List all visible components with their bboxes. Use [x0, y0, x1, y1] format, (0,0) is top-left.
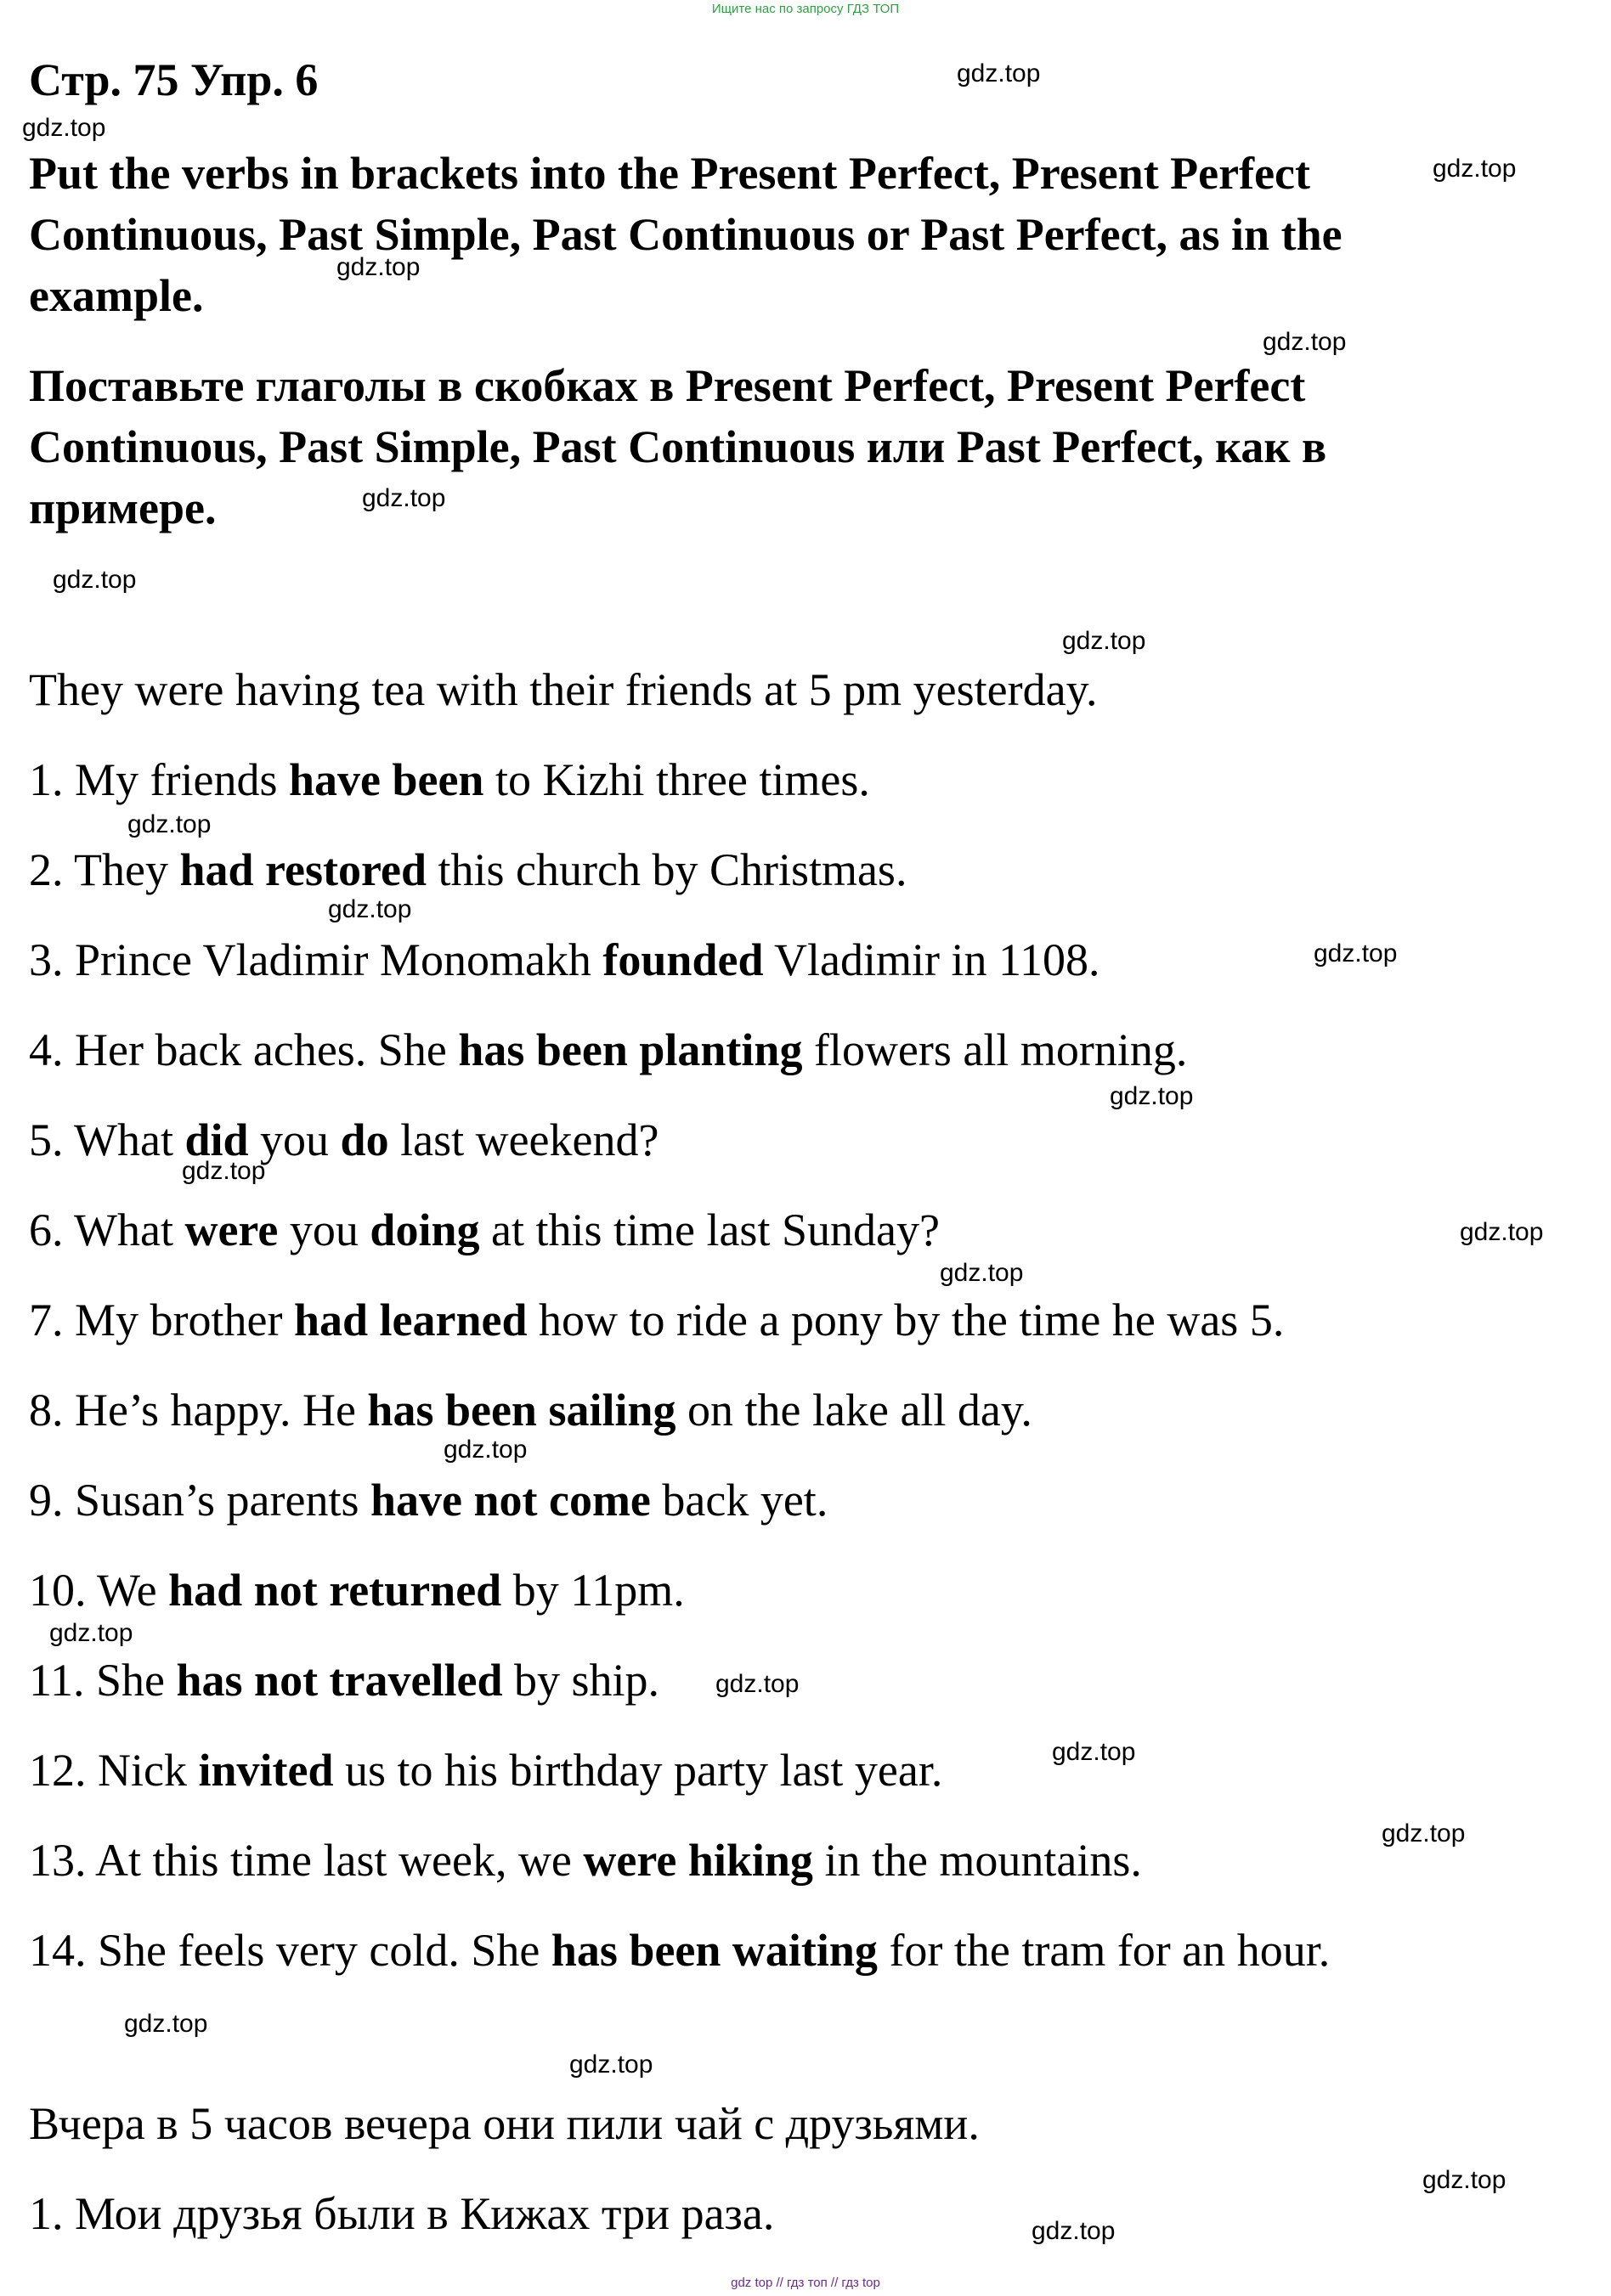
- watermark: gdz.top: [1460, 1218, 1544, 1246]
- watermark: gdz.top: [1032, 2217, 1116, 2245]
- watermark: gdz.top: [1110, 1082, 1194, 1110]
- watermark: gdz.top: [715, 1670, 800, 1698]
- instruction-english: Put the verbs in brackets into the Present Perfect, Present Perfect Continuous, Past Simple, Past Continuous or Past Perfect, as in the example.: [29, 148, 1342, 321]
- watermark: gdz.top: [1314, 939, 1398, 967]
- answer-4: 4. Her back aches. She has been planting flowers all morning.: [29, 1024, 1188, 1075]
- answer-14: 14. She feels very cold. She has been waiting for the tram for an hour.: [29, 1925, 1331, 1976]
- watermark: gdz.top: [1062, 627, 1146, 655]
- watermark: gdz.top: [362, 484, 446, 512]
- watermark: gdz.top: [1382, 1819, 1466, 1848]
- watermark: gdz.top: [49, 1619, 133, 1647]
- watermark: gdz.top: [444, 1436, 528, 1464]
- instruction-russian: Поставьте глаголы в скобках в Present Perfect, Present Perfect Continuous, Past Simple, Past Continuous или Past Perfect, как в примере.: [29, 360, 1327, 533]
- watermark: gdz.top: [1422, 2166, 1506, 2194]
- answer-11: 11. She has not travelled by ship.: [29, 1655, 660, 1706]
- answer-2: 2. They had restored this church by Christmas.: [29, 844, 907, 895]
- answer-13: 13. At this time last week, we were hiking in the mountains.: [29, 1835, 1142, 1886]
- answer-12: 12. Nick invited us to his birthday party last year.: [29, 1745, 943, 1796]
- watermark: gdz.top: [569, 2051, 653, 2079]
- answer-3: 3. Prince Vladimir Monomakh founded Vladimir in 1108.: [29, 934, 1100, 985]
- translation-1: 1. Мои друзья были в Кижах три раза.: [29, 2188, 775, 2239]
- answer-5: 5. What did you do last weekend?: [29, 1114, 659, 1165]
- watermark: gdz.top: [1052, 1738, 1136, 1766]
- watermark: gdz.top: [124, 2010, 208, 2038]
- answer-10: 10. We had not returned by 11pm.: [29, 1565, 685, 1616]
- watermark: gdz.top: [957, 59, 1041, 87]
- translation-example: Вчера в 5 часов вечера они пили чай с друзьями.: [29, 2098, 980, 2149]
- watermark: gdz.top: [53, 566, 137, 594]
- watermark: gdz.top: [328, 895, 412, 923]
- watermark: gdz.top: [336, 253, 421, 281]
- watermark: gdz.top: [1433, 155, 1517, 183]
- top-banner: Ищите нас по запросу ГДЗ ТОП: [711, 2, 900, 16]
- bottom-banner: gdz top // гдз топ // гдз top: [731, 2276, 880, 2290]
- watermark: gdz.top: [127, 810, 212, 838]
- answer-6: 6. What were you doing at this time last Sunday?: [29, 1204, 940, 1255]
- answer-1: 1. My friends have been to Kizhi three times.: [29, 754, 870, 805]
- answer-8: 8. He’s happy. He has been sailing on the lake all day.: [29, 1385, 1032, 1436]
- answer-7: 7. My brother had learned how to ride a pony by the time he was 5.: [29, 1295, 1285, 1345]
- watermark: gdz.top: [22, 114, 106, 142]
- page-title: Стр. 75 Упр. 6: [29, 54, 319, 105]
- watermark: gdz.top: [940, 1259, 1024, 1287]
- watermark: gdz.top: [182, 1157, 266, 1185]
- answer-9: 9. Susan’s parents have not come back yet.: [29, 1475, 828, 1526]
- watermark: gdz.top: [1263, 328, 1347, 356]
- example-sentence: They were having tea with their friends at 5 pm yesterday.: [29, 664, 1098, 715]
